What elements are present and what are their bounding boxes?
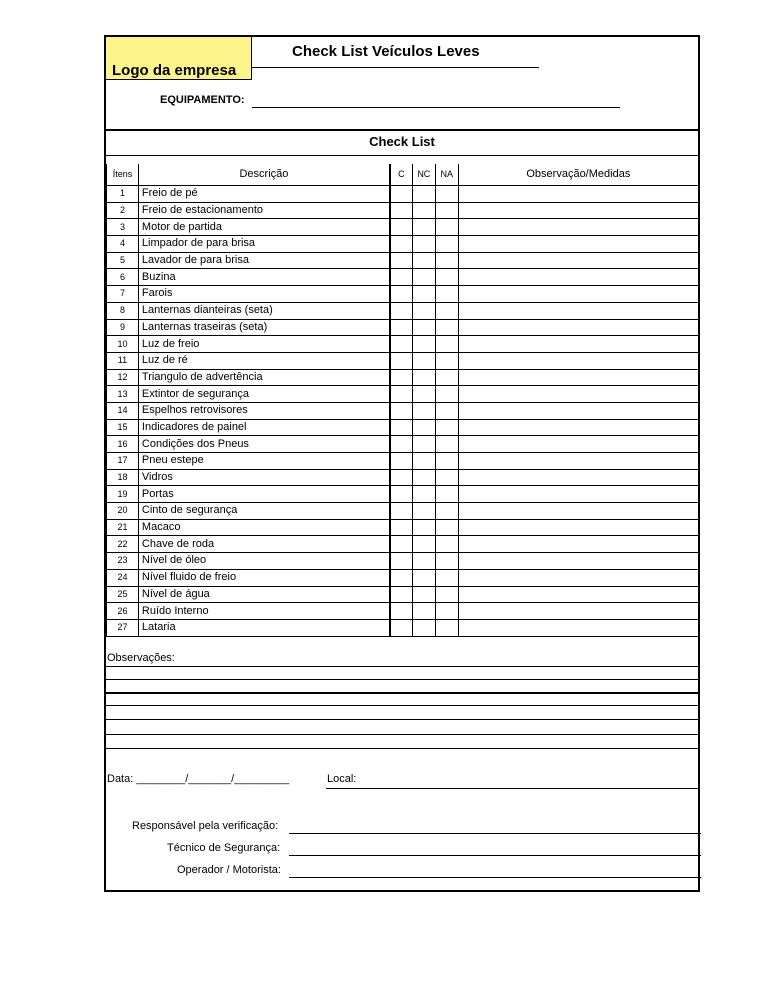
table-row	[107, 486, 699, 503]
check-c-cell[interactable]	[390, 369, 412, 386]
check-na-cell[interactable]	[435, 619, 458, 636]
check-nc-cell[interactable]	[412, 536, 435, 553]
check-nc-cell[interactable]	[412, 453, 435, 470]
check-na-cell[interactable]	[435, 536, 458, 553]
observation-cell[interactable]	[458, 202, 698, 219]
check-nc-cell[interactable]	[412, 286, 435, 303]
table-row	[107, 402, 699, 419]
check-c-cell[interactable]	[390, 402, 412, 419]
check-na-cell[interactable]	[435, 569, 458, 586]
check-c-cell[interactable]	[390, 553, 412, 570]
item-number: 22	[107, 536, 139, 553]
check-c-cell[interactable]	[390, 519, 412, 536]
table-row	[107, 186, 699, 203]
check-nc-cell[interactable]	[412, 302, 435, 319]
document-title: Check List Veículos Leves	[292, 43, 480, 60]
check-nc-cell[interactable]	[412, 619, 435, 636]
col-header-observation: Observação/Medidas	[458, 164, 698, 186]
check-c-cell[interactable]	[390, 186, 412, 203]
local-field[interactable]	[326, 788, 698, 789]
observation-cell[interactable]	[458, 386, 698, 403]
table-row	[107, 386, 699, 403]
logo-text: Logo da empresa	[112, 62, 237, 79]
item-number: 1	[107, 186, 139, 203]
item-description: Espelhos retrovisores	[138, 402, 390, 419]
table-row	[107, 603, 699, 620]
item-description: Vidros	[138, 469, 390, 486]
check-na-cell[interactable]	[435, 436, 458, 453]
check-nc-cell[interactable]	[412, 202, 435, 219]
item-number: 17	[107, 453, 139, 470]
check-nc-cell[interactable]	[412, 219, 435, 236]
item-description: Macaco	[138, 519, 390, 536]
item-description: Nível de óleo	[138, 553, 390, 570]
check-na-cell[interactable]	[435, 586, 458, 603]
check-na-cell[interactable]	[435, 503, 458, 520]
check-nc-cell[interactable]	[412, 269, 435, 286]
check-na-cell[interactable]	[435, 402, 458, 419]
item-description: Lanternas dianteiras (seta)	[138, 302, 390, 319]
check-na-cell[interactable]	[435, 302, 458, 319]
item-number: 11	[107, 352, 139, 369]
check-na-cell[interactable]	[435, 352, 458, 369]
check-c-cell[interactable]	[390, 352, 412, 369]
table-row	[107, 519, 699, 536]
item-description: Luz de ré	[138, 352, 390, 369]
table-row	[107, 219, 699, 236]
check-nc-cell[interactable]	[412, 236, 435, 253]
observation-cell[interactable]	[458, 269, 698, 286]
check-nc-cell[interactable]	[412, 386, 435, 403]
item-description: Nível fluido de freio	[138, 569, 390, 586]
item-number: 21	[107, 519, 139, 536]
check-na-cell[interactable]	[435, 202, 458, 219]
observation-cell[interactable]	[458, 236, 698, 253]
table-row	[107, 503, 699, 520]
check-c-cell[interactable]	[390, 469, 412, 486]
item-description: Freio de pé	[138, 186, 390, 203]
observation-cell[interactable]	[458, 252, 698, 269]
table-row	[107, 553, 699, 570]
item-description: Limpador de para brisa	[138, 236, 390, 253]
check-nc-cell[interactable]	[412, 519, 435, 536]
check-nc-cell[interactable]	[412, 352, 435, 369]
observations-label: Observações:	[107, 652, 175, 664]
check-c-cell[interactable]	[390, 419, 412, 436]
check-nc-cell[interactable]	[412, 469, 435, 486]
item-number: 2	[107, 202, 139, 219]
observation-line[interactable]	[106, 666, 698, 667]
observation-line[interactable]	[106, 734, 698, 735]
divider	[106, 129, 698, 131]
operator-label: Operador / Motorista:	[177, 864, 281, 876]
check-c-cell[interactable]	[390, 252, 412, 269]
observation-cell[interactable]	[458, 219, 698, 236]
check-na-cell[interactable]	[435, 519, 458, 536]
table-row	[107, 453, 699, 470]
check-nc-cell[interactable]	[412, 252, 435, 269]
item-number: 10	[107, 336, 139, 353]
item-description: Condições dos Pneus	[138, 436, 390, 453]
table-row	[107, 319, 699, 336]
check-na-cell[interactable]	[435, 336, 458, 353]
table-row	[107, 436, 699, 453]
table-row	[107, 369, 699, 386]
item-number: 26	[107, 603, 139, 620]
item-description: Lavador de para brisa	[138, 252, 390, 269]
check-c-cell[interactable]	[390, 336, 412, 353]
section-title: Check List	[369, 134, 435, 149]
item-description: Farois	[138, 286, 390, 303]
check-c-cell[interactable]	[390, 319, 412, 336]
table-row	[107, 302, 699, 319]
item-description: Motor de partida	[138, 219, 390, 236]
check-c-cell[interactable]	[390, 302, 412, 319]
table-row	[107, 269, 699, 286]
responsible-label: Responsável pela verificação:	[132, 820, 279, 832]
observation-cell[interactable]	[458, 402, 698, 419]
observation-cell[interactable]	[458, 369, 698, 386]
item-number: 25	[107, 586, 139, 603]
check-na-cell[interactable]	[435, 603, 458, 620]
item-number: 14	[107, 402, 139, 419]
item-number: 20	[107, 503, 139, 520]
col-header-c: C	[390, 164, 412, 186]
equipment-field[interactable]	[252, 107, 620, 108]
check-nc-cell[interactable]	[412, 436, 435, 453]
observation-line[interactable]	[106, 679, 698, 680]
check-na-cell[interactable]	[435, 186, 458, 203]
check-na-cell[interactable]	[435, 469, 458, 486]
item-description: Lanternas traseiras (seta)	[138, 319, 390, 336]
observation-cell[interactable]	[458, 603, 698, 620]
table-row	[107, 252, 699, 269]
safety-tech-signature-field[interactable]	[289, 855, 701, 856]
item-number: 16	[107, 436, 139, 453]
check-na-cell[interactable]	[435, 269, 458, 286]
item-number: 19	[107, 486, 139, 503]
check-c-cell[interactable]	[390, 603, 412, 620]
item-number: 4	[107, 236, 139, 253]
observation-cell[interactable]	[458, 586, 698, 603]
check-nc-cell[interactable]	[412, 186, 435, 203]
check-na-cell[interactable]	[435, 419, 458, 436]
item-number: 27	[107, 619, 139, 636]
item-description: Extintor de segurança	[138, 386, 390, 403]
observation-cell[interactable]	[458, 503, 698, 520]
item-description: Ruído Interno	[138, 603, 390, 620]
table-row	[107, 336, 699, 353]
table-row	[107, 619, 699, 636]
check-c-cell[interactable]	[390, 269, 412, 286]
item-description: Chave de roda	[138, 536, 390, 553]
item-description: Nível de água	[138, 586, 390, 603]
check-nc-cell[interactable]	[412, 586, 435, 603]
checklist-table	[106, 164, 698, 637]
table-row	[107, 469, 699, 486]
item-number: 5	[107, 252, 139, 269]
item-description: Triangulo de advertência	[138, 369, 390, 386]
item-number: 3	[107, 219, 139, 236]
check-nc-cell[interactable]	[412, 503, 435, 520]
table-row	[107, 419, 699, 436]
item-description: Freio de estacionamento	[138, 202, 390, 219]
check-na-cell[interactable]	[435, 252, 458, 269]
date-field[interactable]: Data: ________/_______/_________	[107, 773, 290, 785]
check-nc-cell[interactable]	[412, 603, 435, 620]
observation-cell[interactable]	[458, 469, 698, 486]
observation-cell[interactable]	[458, 453, 698, 470]
observation-cell[interactable]	[458, 186, 698, 203]
check-na-cell[interactable]	[435, 386, 458, 403]
col-header-description: Descrição	[138, 164, 390, 186]
check-c-cell[interactable]	[390, 486, 412, 503]
title-underline	[252, 67, 539, 68]
item-number: 9	[107, 319, 139, 336]
item-description: Portas	[138, 486, 390, 503]
table-row	[107, 202, 699, 219]
check-c-cell[interactable]	[390, 386, 412, 403]
observation-line[interactable]	[106, 748, 698, 749]
check-na-cell[interactable]	[435, 286, 458, 303]
item-number: 7	[107, 286, 139, 303]
check-na-cell[interactable]	[435, 319, 458, 336]
check-c-cell[interactable]	[390, 286, 412, 303]
item-number: 24	[107, 569, 139, 586]
check-na-cell[interactable]	[435, 486, 458, 503]
observation-cell[interactable]	[458, 352, 698, 369]
check-c-cell[interactable]	[390, 536, 412, 553]
responsible-signature-field[interactable]	[289, 833, 701, 834]
item-number: 18	[107, 469, 139, 486]
check-c-cell[interactable]	[390, 219, 412, 236]
table-row	[107, 536, 699, 553]
item-number: 13	[107, 386, 139, 403]
local-label: Local:	[327, 773, 357, 785]
item-description: Lataria	[138, 619, 390, 636]
check-na-cell[interactable]	[435, 553, 458, 570]
table-row	[107, 586, 699, 603]
item-number: 23	[107, 553, 139, 570]
check-c-cell[interactable]	[390, 619, 412, 636]
check-c-cell[interactable]	[390, 202, 412, 219]
observation-cell[interactable]	[458, 519, 698, 536]
observation-line[interactable]	[106, 719, 698, 720]
check-na-cell[interactable]	[435, 453, 458, 470]
check-nc-cell[interactable]	[412, 319, 435, 336]
check-nc-cell[interactable]	[412, 569, 435, 586]
observation-line[interactable]	[106, 692, 698, 694]
check-c-cell[interactable]	[390, 453, 412, 470]
observation-cell[interactable]	[458, 419, 698, 436]
table-row	[107, 286, 699, 303]
check-nc-cell[interactable]	[412, 336, 435, 353]
safety-tech-label: Técnico de Segurança:	[167, 842, 281, 854]
item-description: Indicadores de painel	[138, 419, 390, 436]
observation-cell[interactable]	[458, 336, 698, 353]
divider	[106, 155, 698, 156]
observation-cell[interactable]	[458, 286, 698, 303]
table-row	[107, 569, 699, 586]
check-nc-cell[interactable]	[412, 486, 435, 503]
check-nc-cell[interactable]	[412, 553, 435, 570]
check-c-cell[interactable]	[390, 436, 412, 453]
check-na-cell[interactable]	[435, 219, 458, 236]
check-c-cell[interactable]	[390, 503, 412, 520]
item-number: 15	[107, 419, 139, 436]
item-description: Luz de freio	[138, 336, 390, 353]
col-header-na: NA	[435, 164, 458, 186]
item-number: 12	[107, 369, 139, 386]
item-description: Pneu estepe	[138, 453, 390, 470]
observation-cell[interactable]	[458, 302, 698, 319]
check-nc-cell[interactable]	[412, 369, 435, 386]
observation-cell[interactable]	[458, 553, 698, 570]
check-na-cell[interactable]	[435, 236, 458, 253]
observation-cell[interactable]	[458, 569, 698, 586]
observation-cell[interactable]	[458, 319, 698, 336]
check-c-cell[interactable]	[390, 586, 412, 603]
observation-cell[interactable]	[458, 486, 698, 503]
item-description: Cinto de segurança	[138, 503, 390, 520]
check-nc-cell[interactable]	[412, 402, 435, 419]
equipment-label: EQUIPAMENTO:	[160, 94, 245, 106]
table-row	[107, 352, 699, 369]
table-row	[107, 236, 699, 253]
col-header-items: Ítens	[107, 164, 139, 186]
item-description: Buzina	[138, 269, 390, 286]
col-header-nc: NC	[412, 164, 435, 186]
item-number: 6	[107, 269, 139, 286]
observation-cell[interactable]	[458, 536, 698, 553]
checklist-sheet	[104, 35, 700, 892]
check-nc-cell[interactable]	[412, 419, 435, 436]
check-c-cell[interactable]	[390, 236, 412, 253]
operator-signature-field[interactable]	[289, 877, 701, 878]
table-header-row	[107, 164, 699, 186]
check-c-cell[interactable]	[390, 569, 412, 586]
observation-cell[interactable]	[458, 436, 698, 453]
observation-line[interactable]	[106, 705, 698, 706]
check-na-cell[interactable]	[435, 369, 458, 386]
item-number: 8	[107, 302, 139, 319]
observation-cell[interactable]	[458, 619, 698, 636]
